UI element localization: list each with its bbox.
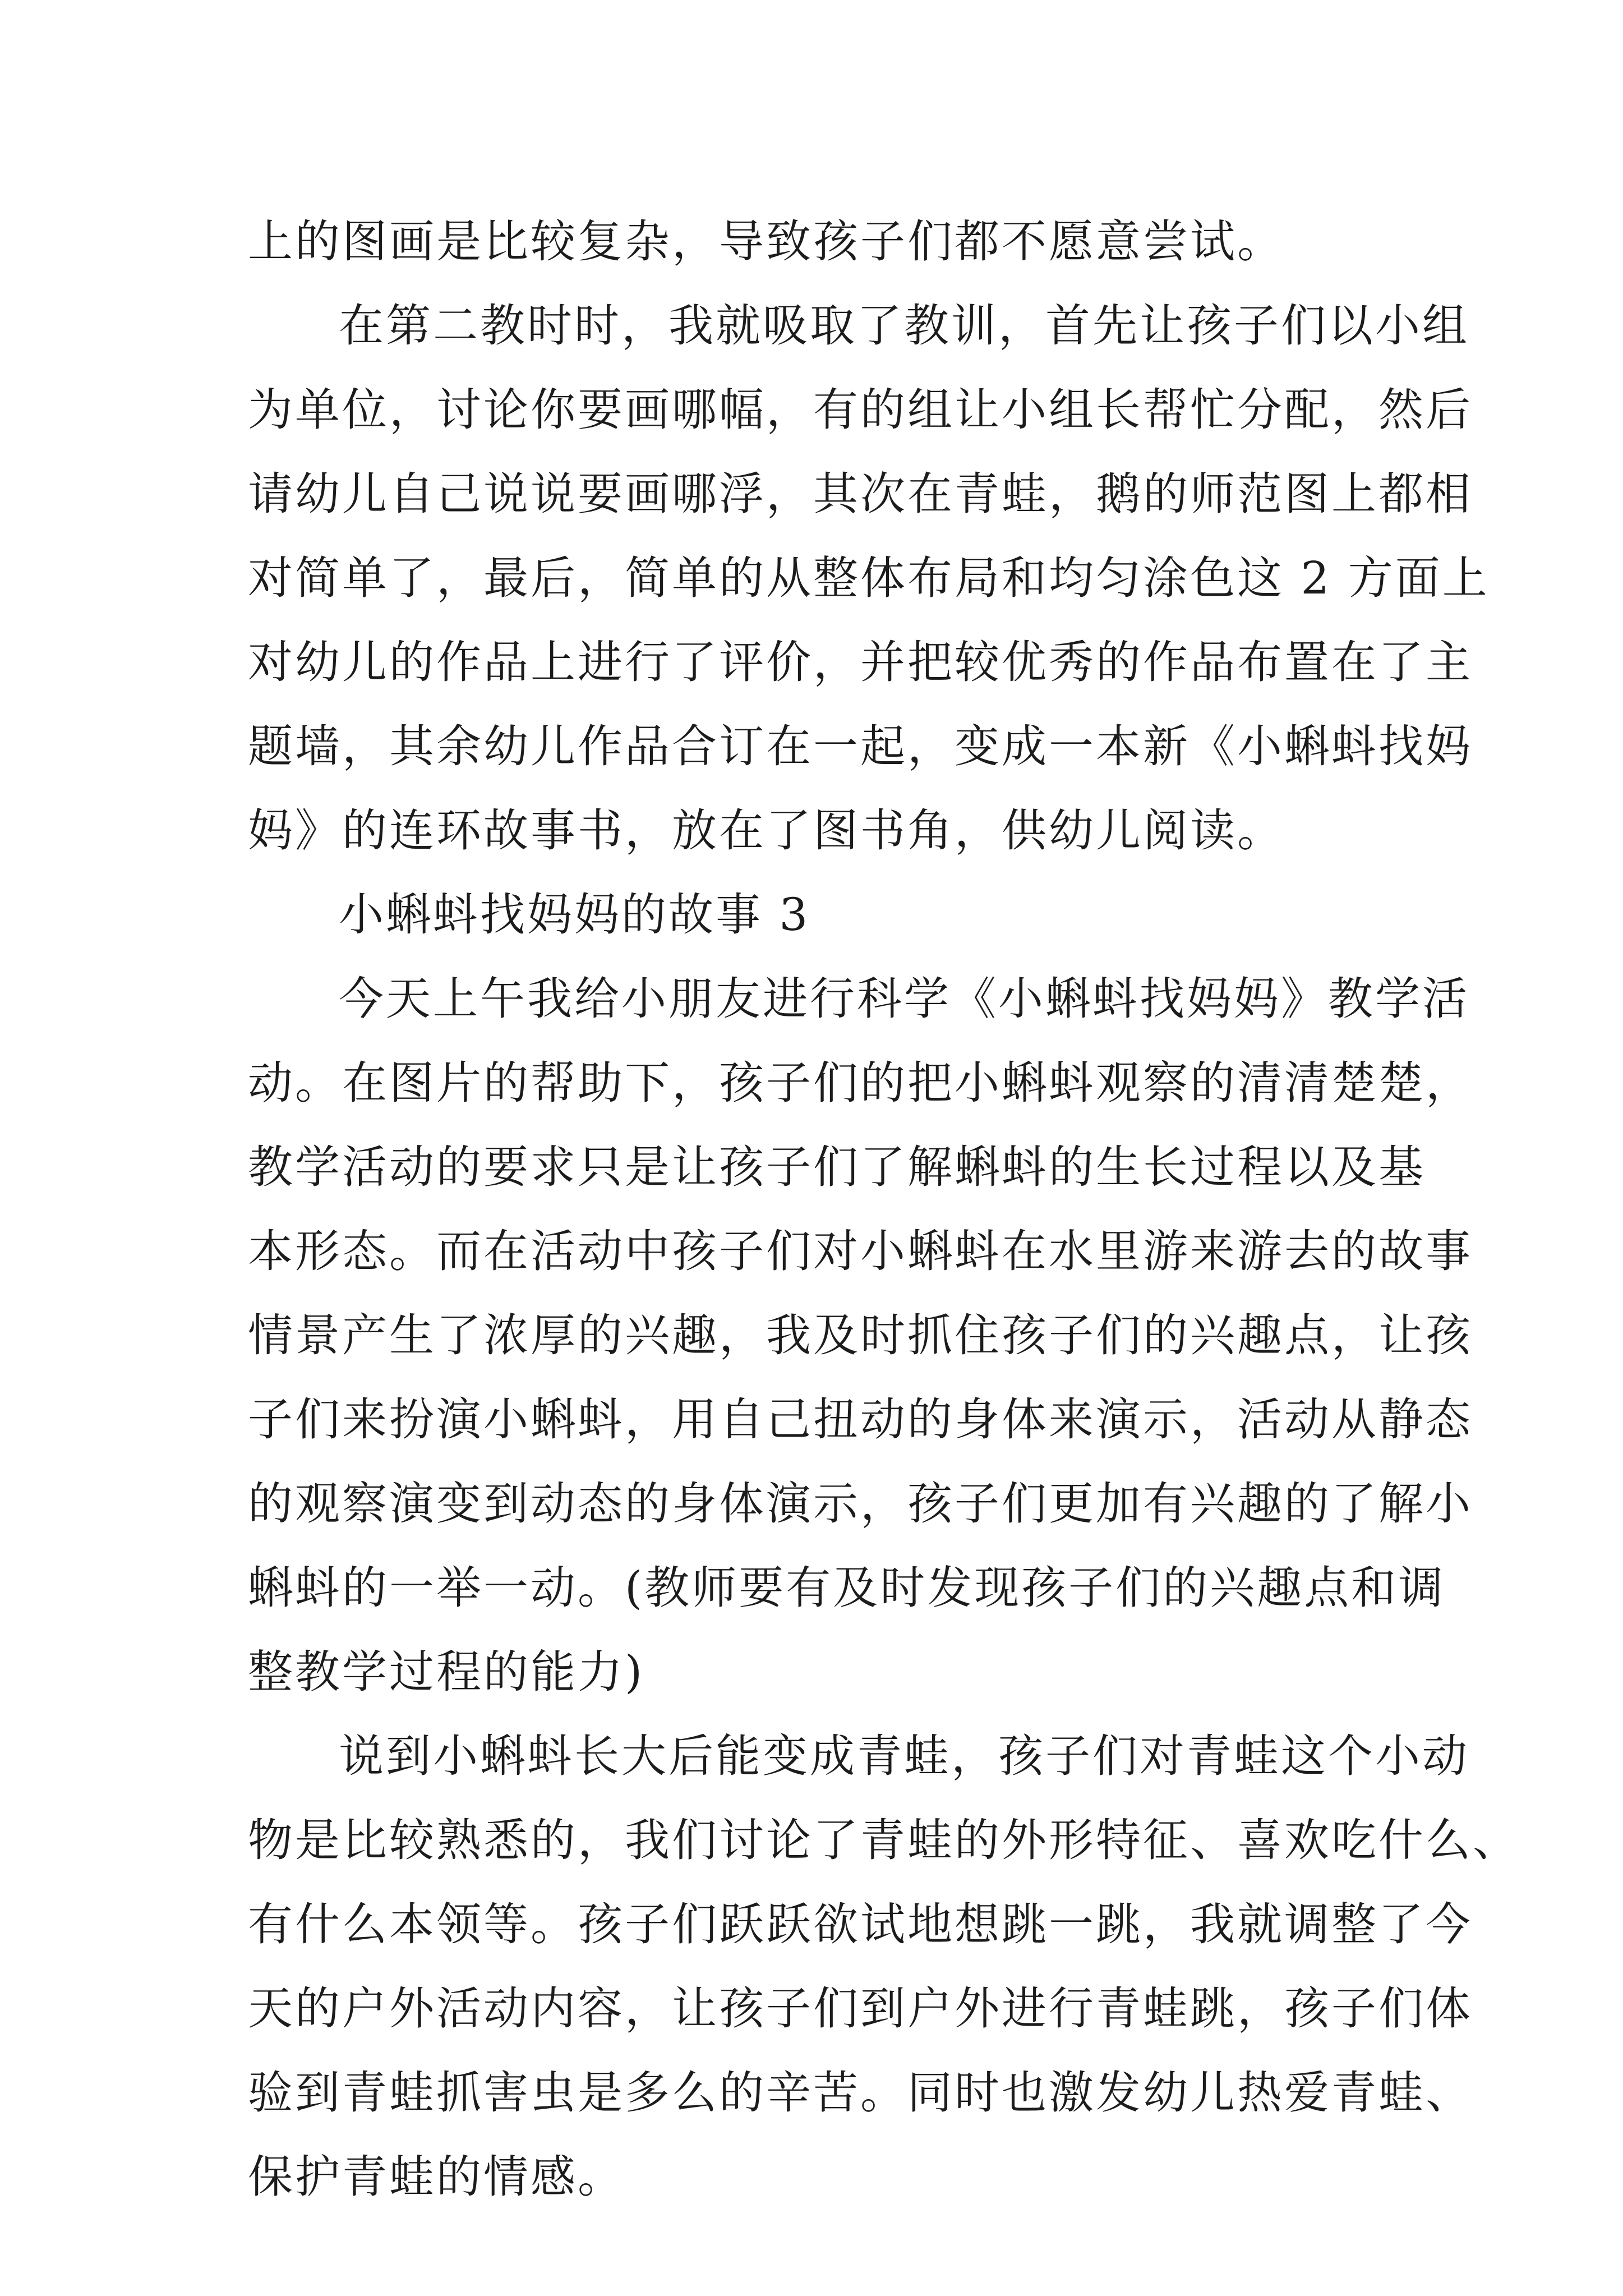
- paragraph-line: 本形态。而在活动中孩子们对小蝌蚪在水里游来游去的故事: [248, 1225, 1473, 1277]
- document-body: [248, 200, 1520, 2219]
- paragraph-line: 保护青蛙的情感。: [248, 2151, 625, 2203]
- paragraph-line: 今天上午我给小朋友进行科学《小蝌蚪找妈妈》教学活: [339, 973, 1469, 1025]
- paragraph-line: 在第二教时时，我就吸取了教训，首先让孩子们以小组: [339, 300, 1469, 352]
- paragraph-line: 妈》的连环故事书，放在了图书角，供幼儿阅读。: [248, 804, 1284, 857]
- paragraph-line: 题墙，其余幼儿作品合订在一起，变成一本新《小蝌蚪找妈: [248, 720, 1473, 772]
- paragraph-line: 验到青蛙抓害虫是多么的辛苦。同时也激发幼儿热爱青蛙、: [248, 2067, 1473, 2119]
- paragraph-line: 动。在图片的帮助下，孩子们的把小蝌蚪观察的清清楚楚，: [248, 1057, 1473, 1109]
- paragraph-line: 说到小蝌蚪长大后能变成青蛙，孩子们对青蛙这个小动: [339, 1730, 1469, 1782]
- paragraph-line: 对简单了，最后，简单的从整体布局和均匀涂色这 2 方面上: [248, 552, 1490, 604]
- paragraph-line: 上的图画是比较复杂，导致孩子们都不愿意尝试。: [248, 215, 1284, 268]
- section-heading: 小蝌蚪找妈妈的故事 3: [339, 889, 810, 941]
- paragraph-line: 教学活动的要求只是让孩子们了解蝌蚪的生长过程以及基: [248, 1141, 1426, 1193]
- paragraph-line: 请幼儿自己说说要画哪浮，其次在青蛙，鹅的师范图上都相: [248, 468, 1473, 520]
- paragraph-line: 蝌蚪的一举一动。(教师要有及时发现孩子们的兴趣点和调: [248, 1562, 1446, 1614]
- paragraph-line: 对幼儿的作品上进行了评价，并把较优秀的作品布置在了主: [248, 636, 1473, 688]
- paragraph-line: 情景产生了浓厚的兴趣，我及时抓住孩子们的兴趣点，让孩: [248, 1309, 1473, 1361]
- paragraph-line: 天的户外活动内容，让孩子们到户外进行青蛙跳，孩子们体: [248, 1982, 1473, 2035]
- paragraph-line: 物是比较熟悉的，我们讨论了青蛙的外形特征、喜欢吃什么、: [248, 1814, 1520, 1866]
- paragraph-line: 整教学过程的能力): [248, 1646, 645, 1698]
- paragraph-line: 为单位，讨论你要画哪幅，有的组让小组长帮忙分配，然后: [248, 384, 1473, 436]
- paragraph-line: 有什么本领等。孩子们跃跃欲试地想跳一跳，我就调整了今: [248, 1898, 1473, 1950]
- paragraph-line: 的观察演变到动态的身体演示，孩子们更加有兴趣的了解小: [248, 1478, 1473, 1530]
- paragraph-line: 子们来扮演小蝌蚪，用自己扭动的身体来演示，活动从静态: [248, 1393, 1473, 1446]
